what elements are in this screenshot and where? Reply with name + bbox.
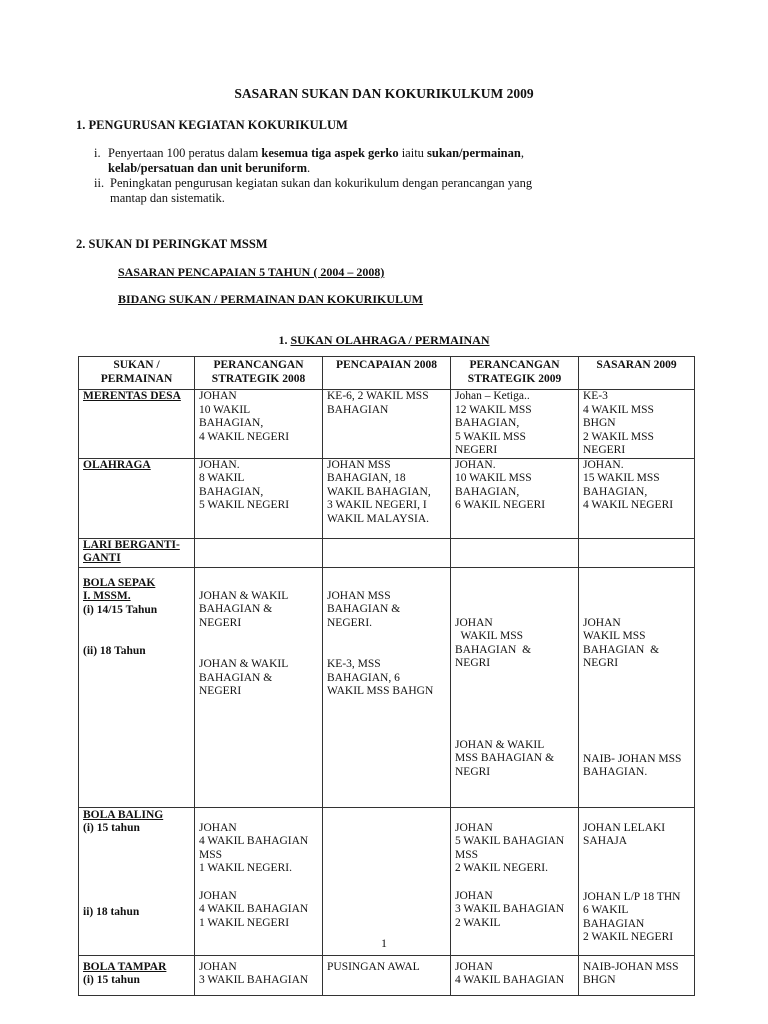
- cell-line: NEGERI.: [327, 616, 373, 629]
- table-row: [79, 538, 695, 567]
- text-run: iaitu: [398, 146, 428, 160]
- cell-line: SAHAJA: [583, 835, 628, 847]
- cell-line: JOHAN: [199, 390, 237, 402]
- cell-line: MSS BAHAGIAN &: [455, 752, 555, 764]
- subheading-target: SASARAN PENCAPAIAN 5 TAHUN ( 2004 – 2008): [118, 265, 385, 279]
- cell-line: BAHAGIAN, 18: [327, 472, 406, 484]
- cell-line: NEGRI: [583, 657, 619, 669]
- list-item: [94, 176, 654, 206]
- cell-line: JOHAN MSS: [327, 458, 391, 471]
- sport-name: OLAHRAGA: [83, 458, 151, 471]
- list-item-number: i.: [94, 146, 101, 160]
- data-cell: [579, 538, 695, 567]
- cell-line: 4 WAKIL NEGERI: [199, 430, 290, 443]
- cell-line: BAHAGIAN: [327, 403, 389, 416]
- data-cell: [579, 390, 695, 459]
- cell-line: JOHAN.: [583, 458, 624, 471]
- cell-line: WAKIL MSS: [583, 630, 646, 642]
- list-item-number: ii.: [94, 176, 105, 190]
- table-row: [79, 955, 695, 995]
- cell-line: BAHAGIAN,: [455, 417, 520, 429]
- cell-line: 1 WAKIL NEGERI: [199, 916, 290, 929]
- data-cell: [323, 807, 451, 955]
- cell-line: 2 WAKIL: [455, 916, 501, 929]
- cell-line: BAHAGIAN &: [455, 643, 532, 656]
- cell-line: NAIB- JOHAN MSS: [583, 752, 682, 765]
- cell-line: JOHAN LELAKI: [583, 821, 666, 834]
- cell-line: 10 WAKIL: [199, 403, 251, 416]
- data-cell: [195, 807, 323, 955]
- sport-cell: [79, 567, 195, 807]
- data-cell: [451, 567, 579, 807]
- sport-cell: [79, 807, 195, 955]
- cell-line: JOHAN & WAKIL: [199, 589, 289, 602]
- subheading-field: BIDANG SUKAN / PERMAINAN DAN KOKURIKULUM: [118, 292, 424, 306]
- cell-line: 4 WAKIL BAHAGIAN: [199, 835, 309, 847]
- cell-line: BAHAGIAN: [583, 917, 645, 930]
- data-cell: [323, 955, 451, 995]
- cell-line: JOHAN.: [199, 458, 240, 471]
- page-number: 1: [381, 936, 387, 950]
- sport-name: BOLA BALING: [83, 808, 164, 821]
- data-cell: [579, 955, 695, 995]
- data-cell: [323, 538, 451, 567]
- text-run: .: [307, 161, 311, 175]
- cell-line: 3 WAKIL NEGERI, I: [327, 499, 427, 511]
- objective-list: [94, 146, 654, 206]
- list-item: [94, 146, 654, 176]
- header-cell: PERANCANGAN STRATEGIK 2008: [195, 357, 323, 390]
- cell-line: 2 WAKIL NEGERI: [583, 931, 674, 943]
- cell-line: NAIB-JOHAN MSS: [583, 960, 679, 973]
- cell-line: BHGN: [583, 974, 616, 986]
- cell-line: JOHAN & WAKIL: [455, 738, 545, 751]
- bold-run: sukan/permainan: [427, 146, 521, 160]
- cell-line: JOHAN MSS: [327, 589, 391, 602]
- cell-line: KE-3: [583, 390, 608, 402]
- cell-line: JOHAN: [199, 960, 237, 973]
- sport-name: LARI BERGANTI-GANTI: [83, 538, 180, 564]
- table-caption: [0, 333, 768, 348]
- data-cell: [323, 458, 451, 538]
- cell-line: JOHAN L/P 18 THN: [583, 890, 681, 903]
- cell-line: MSS: [199, 848, 223, 861]
- cell-line: BAHAGIAN,: [455, 485, 520, 498]
- cell-line: 3 WAKIL BAHAGIAN: [199, 974, 309, 986]
- cell-line: NEGERI: [583, 444, 626, 456]
- cell-line: WAKIL MSS BAHGN: [327, 685, 434, 697]
- table-row: [79, 567, 695, 807]
- cell-line: 12 WAKIL MSS: [455, 403, 532, 416]
- cell-line: JOHAN & WAKIL: [199, 658, 289, 670]
- bold-run: kelab/persatuan dan unit beruniform: [108, 161, 307, 175]
- cell-line: JOHAN: [455, 889, 493, 902]
- data-cell: [323, 390, 451, 459]
- cell-line: NEGRI: [455, 657, 491, 669]
- table-row: [79, 390, 695, 459]
- sport-name: MERENTAS DESA: [83, 390, 181, 402]
- sports-table: [78, 356, 695, 996]
- cell-line: KE-3, MSS: [327, 658, 381, 670]
- cell-line: BAHAGIAN,: [199, 417, 264, 429]
- data-cell: [451, 955, 579, 995]
- sport-cell: [79, 390, 195, 459]
- cell-line: BAHAGIAN, 6: [327, 671, 400, 684]
- cell-line: NEGRI: [455, 765, 491, 778]
- cell-line: BAHAGIAN &: [583, 643, 660, 656]
- data-cell: [195, 458, 323, 538]
- header-cell: PENCAPAIAN 2008: [323, 357, 451, 390]
- table-caption-text: SUKAN OLAHRAGA / PERMAINAN: [290, 333, 490, 347]
- sport-cell: [79, 458, 195, 538]
- cell-line: WAKIL MALAYSIA.: [327, 512, 430, 525]
- data-cell: [579, 807, 695, 955]
- table-caption-number: 1.: [278, 333, 291, 347]
- cell-line: NEGERI: [199, 685, 242, 697]
- data-cell: [451, 390, 579, 459]
- cell-line: 3 WAKIL BAHAGIAN: [455, 903, 565, 915]
- cell-line: JOHAN: [455, 821, 493, 834]
- cell-line: 15 WAKIL MSS: [583, 472, 660, 484]
- data-cell: [195, 538, 323, 567]
- age-category: (i) 15 tahun: [83, 974, 140, 986]
- cell-line: WAKIL MSS: [455, 630, 524, 642]
- document-title: SASARAN SUKAN DAN KOKURIKULKUM 2009: [234, 86, 534, 101]
- header-cell: SASARAN 2009: [579, 357, 695, 390]
- text-run: ,: [520, 146, 524, 160]
- cell-line: BAHAGIAN &: [199, 671, 273, 684]
- header-cell: SUKAN / PERMAINAN: [79, 357, 195, 390]
- data-cell: [451, 458, 579, 538]
- list-item-text: Peningkatan pengurusan kegiatan sukan dan kokurikulum dengan perancangan yang mantap dan sistematik.: [110, 176, 533, 205]
- cell-line: JOHAN: [455, 616, 493, 629]
- sport-name: BOLA SEPAK: [83, 576, 156, 589]
- data-cell: [195, 567, 323, 807]
- data-cell: [195, 390, 323, 459]
- text-run: Penyertaan 100 peratus dalam: [108, 146, 262, 160]
- age-category: ii) 18 tahun: [83, 905, 140, 918]
- table-row: [79, 458, 695, 538]
- cell-line: KE-6, 2 WAKIL MSS: [327, 390, 429, 402]
- cell-line: 2 WAKIL MSS: [583, 430, 654, 443]
- cell-line: 1 WAKIL NEGERI.: [199, 862, 292, 874]
- cell-line: BAHAGIAN.: [583, 766, 648, 778]
- list-item-text: [108, 146, 524, 176]
- data-cell: [451, 538, 579, 567]
- cell-line: 4 WAKIL BAHAGIAN: [455, 974, 565, 986]
- sport-cell: [79, 538, 195, 567]
- age-category: (i) 15 tahun: [83, 822, 140, 834]
- table-row: [79, 807, 695, 955]
- cell-line: 5 WAKIL MSS: [455, 430, 526, 443]
- cell-line: JOHAN: [199, 821, 237, 834]
- header-cell: PERANCANGAN STRATEGIK 2009: [451, 357, 579, 390]
- cell-line: NEGERI: [199, 616, 242, 629]
- cell-line: JOHAN: [455, 960, 493, 973]
- data-cell: [579, 458, 695, 538]
- sport-name: BOLA TAMPAR: [83, 960, 167, 973]
- cell-line: JOHAN: [583, 616, 621, 629]
- data-cell: [579, 567, 695, 807]
- sport-name-sub: I. MSSM.: [83, 590, 131, 602]
- age-category: (i) 14/15 Tahun: [83, 603, 158, 616]
- cell-line: BAHAGIAN,: [199, 485, 264, 498]
- sport-cell: [79, 955, 195, 995]
- cell-line: 5 WAKIL BAHAGIAN: [455, 835, 565, 847]
- data-cell: [195, 955, 323, 995]
- cell-line: PUSINGAN AWAL: [327, 960, 420, 973]
- cell-line: 4 WAKIL MSS: [583, 403, 654, 416]
- cell-line: MSS: [455, 848, 479, 861]
- section-heading-1: 1. PENGURUSAN KEGIATAN KOKURIKULUM: [76, 118, 348, 132]
- cell-line: 6 WAKIL: [583, 904, 629, 916]
- cell-line: Johan – Ketiga..: [455, 390, 530, 402]
- cell-line: WAKIL BAHAGIAN,: [327, 485, 431, 498]
- cell-line: JOHAN: [199, 889, 237, 902]
- cell-line: 4 WAKIL BAHAGIAN: [199, 903, 309, 915]
- table-header-row: [79, 357, 695, 390]
- section-heading-2: 2. SUKAN DI PERINGKAT MSSM: [76, 237, 268, 251]
- data-cell: [323, 567, 451, 807]
- cell-line: 4 WAKIL NEGERI: [583, 499, 674, 511]
- bold-run: kesemua tiga aspek gerko: [261, 146, 399, 160]
- cell-line: BAHAGIAN,: [583, 485, 648, 498]
- cell-line: BHGN: [583, 417, 616, 429]
- data-cell: [451, 807, 579, 955]
- cell-line: 6 WAKIL NEGERI: [455, 499, 546, 511]
- cell-line: 8 WAKIL: [199, 472, 245, 484]
- cell-line: NEGERI: [455, 444, 498, 456]
- cell-line: 10 WAKIL MSS: [455, 472, 532, 484]
- cell-line: JOHAN.: [455, 458, 496, 471]
- cell-line: 5 WAKIL NEGERI: [199, 499, 290, 511]
- age-category: (ii) 18 Tahun: [83, 645, 146, 657]
- cell-line: BAHAGIAN &: [327, 603, 401, 615]
- cell-line: BAHAGIAN &: [199, 603, 273, 615]
- cell-line: 2 WAKIL NEGERI.: [455, 862, 548, 874]
